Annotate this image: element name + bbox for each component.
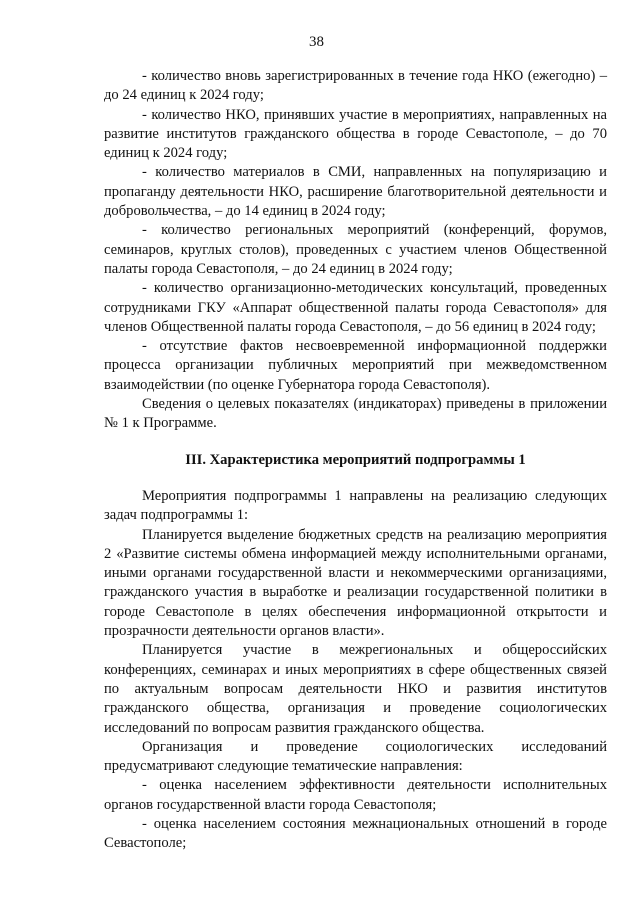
measure-budget-allocation: Планируется выделение бюджетных средств на реализацию мероприятия 2 «Развитие системы обмена информацией между исполнительными органами, иными органами государственной власти и некоммерческими организациями, гражданского участия в выработке и реализации государственной политики в городе Севастополе в целях обеспечения информационной открытости и прозрачности деятельности органов власти». <box>104 526 607 640</box>
indicator-nko-participation: - количество НКО, принявших участие в мероприятиях, направленных на развитие институтов гражданского общества в городе Севастополе, – до 70 единиц к 2024 году; <box>104 106 607 162</box>
indicators-reference: Сведения о целевых показателях (индикаторах) приведены в приложении № 1 к Программе. <box>104 396 607 432</box>
measures-intro: Мероприятия подпрограммы 1 направлены на реализацию следующих задач подпрограммы 1: <box>104 487 607 524</box>
research-direction-efficiency: - оценка населением эффективности деятельности исполнительных органов государственной власти города Севастополя; <box>104 777 607 813</box>
research-direction-interethnic: - оценка населением состояния межнациональных отношений в городе Севастополе; <box>104 815 607 852</box>
page-number: 38 <box>309 34 324 50</box>
research-directions-intro: Организация и проведение социологических исследований предусматривают следующие тематические направления: <box>104 738 607 775</box>
indicator-information-support: - отсутствие фактов несвоевременной информационной поддержки процесса организации публичных мероприятий при межведомственном взаимодействии (по оценке Губернатора города Севастополя). <box>104 338 607 393</box>
indicator-regional-events: - количество региональных мероприятий (конференций, форумов, семинаров, круглых столов), проведенных с участием членов Общественной палаты города Севастополя, – до 24 единиц в 2024 году; <box>104 222 607 277</box>
indicator-consultations: - количество организационно-методических консультаций, проведенных сотрудниками ГКУ «Аппарат общественной палаты города Севастополя» для членов Общественной палаты города Севастополя, – до 56 единиц в 2024 году; <box>104 280 607 335</box>
document-body <box>104 67 607 854</box>
measure-conference-participation: Планируется участие в межрегиональных и общероссийских конференциях, семинарах и иных мероприятиях в сфере общественных связей по актуальным вопросам деятельности НКО и развития институтов гражданского общества, организация и проведение социологических исследований по вопросам развития гражданского общества. <box>104 642 607 736</box>
indicator-media-materials: - количество материалов в СМИ, направленных на популяризацию и пропаганду деятельности НКО, расширение благотворительной деятельности и добровольчества, – до 14 единиц в 2024 году; <box>104 164 607 220</box>
section-heading: III. Характеристика мероприятий подпрограммы 1 <box>185 451 526 468</box>
indicator-registered-nko: - количество вновь зарегистрированных в течение года НКО (ежегодно) – до 24 единиц к 2024 году; <box>104 68 607 104</box>
